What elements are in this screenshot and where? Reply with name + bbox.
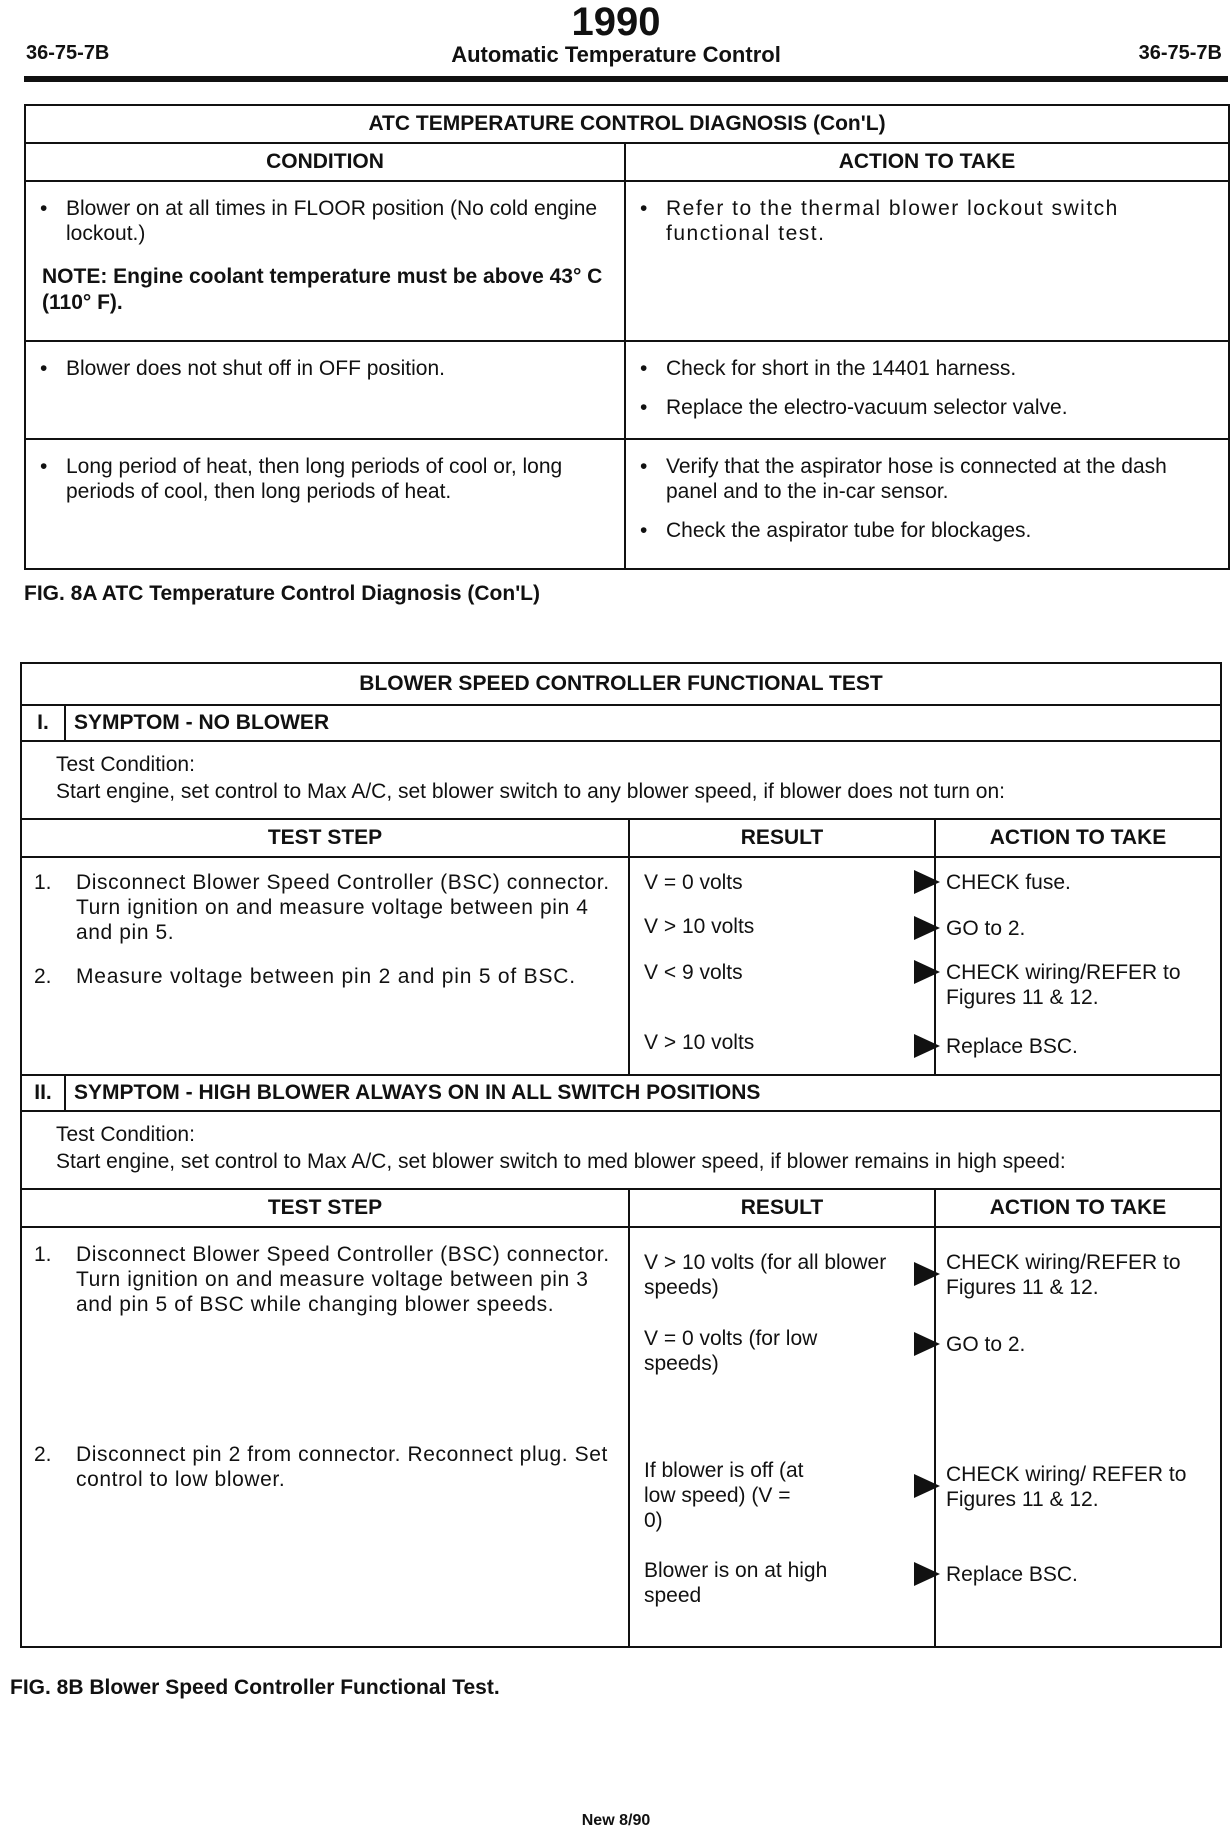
action-item bbox=[946, 916, 1025, 941]
arrow-icon bbox=[914, 1332, 940, 1356]
action-item bbox=[946, 1562, 1078, 1587]
condition-cell bbox=[25, 181, 625, 341]
condition-text: • Blower on at all times in FLOOR position (No cold engine lockout.) bbox=[26, 196, 612, 246]
table-row bbox=[25, 181, 1229, 341]
action-item bbox=[946, 960, 1214, 1010]
action-text: • Verify that the aspirator hose is connected at the dash panel and to the in-car sensor. bbox=[626, 454, 1216, 504]
header-rule bbox=[24, 76, 1228, 82]
step-text: Disconnect pin 2 from connector. Reconnect plug. Set control to low blower. bbox=[76, 1443, 608, 1492]
step-text: Disconnect Blower Speed Controller (BSC) connector. Turn ignition on and measure voltage between pin 3 and pin 5 of BSC while changing blower speeds. bbox=[76, 1243, 610, 1317]
figure-caption-8a: FIG. 8A ATC Temperature Control Diagnosis (Con'L) bbox=[24, 582, 541, 605]
condition-header: CONDITION bbox=[25, 143, 625, 181]
arrow-icon bbox=[914, 1262, 940, 1286]
result-value: V > 10 volts (for all blower speeds) bbox=[644, 1251, 887, 1300]
result-value: V = 0 volts (for low speeds) bbox=[644, 1327, 818, 1376]
results-cell bbox=[629, 1227, 935, 1647]
action-item bbox=[946, 1034, 1078, 1059]
action-header: ACTION TO TAKE bbox=[625, 143, 1229, 181]
result-header: RESULT bbox=[629, 1189, 935, 1227]
arrow-icon bbox=[914, 960, 940, 984]
atc-table-title: ATC TEMPERATURE CONTROL DIAGNOSIS (Con'L) bbox=[25, 105, 1229, 143]
symptom-number: I. bbox=[21, 705, 65, 741]
symptom-number: II. bbox=[21, 1075, 65, 1111]
blower-test-table bbox=[20, 662, 1222, 1648]
test-steps-cell bbox=[21, 1227, 629, 1647]
condition-text: • Blower does not shut off in OFF position. bbox=[26, 356, 612, 381]
action-text: • Refer to the thermal blower lockout switch functional test. bbox=[626, 196, 1216, 246]
action-header: ACTION TO TAKE bbox=[935, 1189, 1221, 1227]
result-value: If blower is off (at low speed) (V = 0) bbox=[644, 1459, 804, 1533]
action-header: ACTION TO TAKE bbox=[935, 819, 1221, 857]
test-condition-label: Test Condition: bbox=[56, 1123, 195, 1146]
condition-cell bbox=[25, 341, 625, 439]
symptom-title: SYMPTOM - HIGH BLOWER ALWAYS ON IN ALL SWITCH POSITIONS bbox=[65, 1075, 1221, 1111]
test-step bbox=[34, 964, 618, 989]
action-item bbox=[946, 1250, 1214, 1300]
step-number: 2. bbox=[34, 1443, 52, 1466]
blower-table-title: BLOWER SPEED CONTROLLER FUNCTIONAL TEST bbox=[21, 663, 1221, 705]
test-condition bbox=[21, 741, 1221, 819]
action-item bbox=[946, 1462, 1214, 1512]
condition-cell bbox=[25, 439, 625, 569]
action-text: GO to 2. bbox=[946, 1333, 1026, 1356]
test-step bbox=[34, 1442, 618, 1492]
action-text: • Replace the electro-vacuum selector valve. bbox=[626, 395, 1216, 420]
result-value: V = 0 volts bbox=[644, 871, 743, 894]
table-row bbox=[25, 439, 1229, 569]
action-item bbox=[946, 1332, 1025, 1357]
arrow-icon bbox=[914, 916, 940, 940]
action-text: CHECK wiring/REFER to Figures 11 & 12. bbox=[946, 1251, 1181, 1300]
note-text: NOTE: Engine coolant temperature must be above 43° C (110° F). bbox=[42, 265, 603, 314]
test-condition-text: Start engine, set control to Max A/C, set blower switch to med blower speed, if blower remains in high speed: bbox=[56, 1150, 1066, 1174]
page-title: Automatic Temperature Control bbox=[451, 42, 781, 67]
page-year: 1990 bbox=[571, 0, 661, 44]
arrow-icon bbox=[914, 870, 940, 894]
actions-cell bbox=[935, 857, 1221, 1075]
action-text: CHECK fuse. bbox=[946, 871, 1071, 894]
action-text: • Check for short in the 14401 harness. bbox=[626, 356, 1216, 381]
action-text: GO to 2. bbox=[946, 917, 1026, 940]
result-value: V > 10 volts bbox=[644, 915, 755, 938]
action-text: Replace BSC. bbox=[946, 1035, 1078, 1058]
action-text: • Check the aspirator tube for blockages. bbox=[626, 518, 1216, 543]
section-code-left: 36-75-7B bbox=[26, 42, 110, 64]
result-value: V < 9 volts bbox=[644, 961, 743, 984]
test-step-header: TEST STEP bbox=[21, 1189, 629, 1227]
action-cell bbox=[625, 341, 1229, 439]
action-text: Replace BSC. bbox=[946, 1563, 1078, 1586]
atc-diagnosis-table bbox=[24, 104, 1230, 570]
arrow-icon bbox=[914, 1562, 940, 1586]
result-header: RESULT bbox=[629, 819, 935, 857]
section-code-right: 36-75-7B bbox=[1138, 42, 1222, 64]
results-cell bbox=[629, 857, 935, 1075]
action-cell bbox=[625, 181, 1229, 341]
action-text: CHECK wiring/ REFER to Figures 11 & 12. bbox=[946, 1463, 1187, 1512]
step-number: 1. bbox=[34, 1243, 52, 1266]
test-step-header: TEST STEP bbox=[21, 819, 629, 857]
arrow-icon bbox=[914, 1034, 940, 1058]
test-steps-cell bbox=[21, 857, 629, 1075]
actions-cell bbox=[935, 1227, 1221, 1647]
result-value: Blower is on at high speed bbox=[644, 1559, 828, 1608]
step-number: 2. bbox=[34, 965, 52, 988]
action-cell bbox=[625, 439, 1229, 569]
test-step bbox=[34, 870, 618, 946]
figure-caption-8b: FIG. 8B Blower Speed Controller Functional Test. bbox=[10, 1676, 500, 1699]
step-text: Measure voltage between pin 2 and pin 5 of BSC. bbox=[76, 965, 576, 988]
arrow-icon bbox=[914, 1474, 940, 1498]
test-condition-text: Start engine, set control to Max A/C, set blower switch to any blower speed, if blower does not turn on: bbox=[56, 780, 1005, 804]
step-number: 1. bbox=[34, 871, 52, 894]
test-condition-label: Test Condition: bbox=[56, 753, 195, 776]
step-text: Disconnect Blower Speed Controller (BSC) connector. Turn ignition on and measure voltage between pin 4 and pin 5. bbox=[76, 871, 610, 945]
test-step bbox=[34, 1242, 618, 1318]
action-text: CHECK wiring/REFER to Figures 11 & 12. bbox=[946, 961, 1181, 1010]
action-item bbox=[946, 870, 1071, 895]
test-condition bbox=[21, 1111, 1221, 1189]
table-row bbox=[25, 341, 1229, 439]
page-footer: New 8/90 bbox=[581, 1812, 651, 1829]
result-value: V > 10 volts bbox=[644, 1031, 755, 1054]
symptom-title: SYMPTOM - NO BLOWER bbox=[65, 705, 1221, 741]
condition-text: • Long period of heat, then long periods of cool or, long periods of cool, then long periods of heat. bbox=[26, 454, 612, 504]
